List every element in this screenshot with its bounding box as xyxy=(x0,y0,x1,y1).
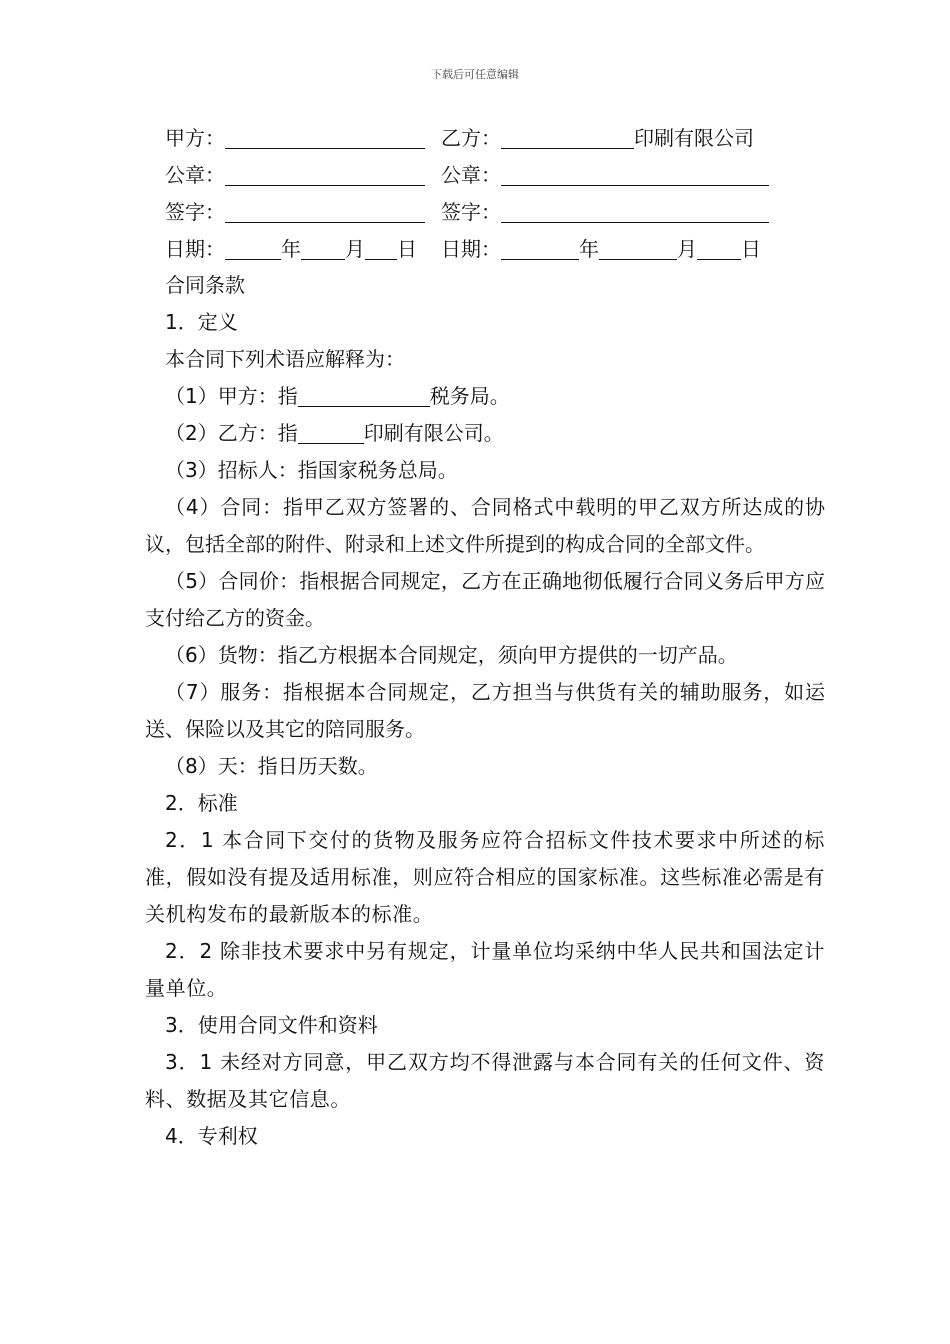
sign-b-cell xyxy=(441,192,769,229)
terms-heading: 合同条款 xyxy=(165,273,245,297)
watermark-text: 下载后可任意编辑 xyxy=(431,68,519,81)
section-3-title: 3．使用合同文件和资料 xyxy=(165,1013,378,1037)
definition-1-prefix: （1）甲方：指 xyxy=(165,384,298,408)
sign-a-blank[interactable] xyxy=(225,200,425,223)
definition-2-blank[interactable] xyxy=(298,421,364,444)
date-a-cell xyxy=(165,229,425,266)
seal-b-blank[interactable] xyxy=(501,163,769,186)
party-b-cell xyxy=(441,118,769,155)
signature-row-sign xyxy=(165,192,769,229)
date-b-label: 日期： xyxy=(441,237,501,261)
seal-a-blank[interactable] xyxy=(225,163,425,186)
definition-1-blank[interactable] xyxy=(298,384,430,407)
party-b-blank[interactable] xyxy=(501,126,634,149)
definition-2-suffix: 印刷有限公司。 xyxy=(363,421,504,445)
date-b-cell xyxy=(441,229,769,266)
signature-row-date xyxy=(165,229,769,266)
definition-1 xyxy=(145,378,825,415)
section-1-intro: 本合同下列术语应解释为： xyxy=(165,347,405,371)
contract-terms xyxy=(145,267,825,1155)
date-b-day-unit: 日 xyxy=(741,237,761,261)
date-b-day-blank[interactable] xyxy=(697,237,741,260)
section-2-title: 2．标准 xyxy=(165,791,238,815)
sign-a-label: 签字： xyxy=(165,200,225,224)
seal-b-cell xyxy=(441,155,769,192)
date-a-day-unit: 日 xyxy=(397,237,417,261)
clause-2-1: 2．1 本合同下交付的货物及服务应符合招标文件技术要求中所述的标准，假如没有提及适用标准，则应符合相应的国家标准。这些标准必需是有关机构发布的最新版本的标准。 xyxy=(145,828,825,926)
party-a-label: 甲方： xyxy=(165,126,225,150)
definition-2-prefix: （2）乙方：指 xyxy=(165,421,298,445)
definition-2 xyxy=(145,415,825,452)
date-b-year-blank[interactable] xyxy=(501,237,579,260)
seal-a-cell xyxy=(165,155,425,192)
party-a-cell xyxy=(165,118,425,155)
date-a-year-blank[interactable] xyxy=(225,237,281,260)
signature-block xyxy=(165,118,769,266)
signature-row-seal xyxy=(165,155,769,192)
definition-5: （5）合同价：指根据合同规定，乙方在正确地彻低履行合同义务后甲方应支付给乙方的资金。 xyxy=(145,569,825,630)
seal-a-label: 公章： xyxy=(165,163,225,187)
signature-row-party xyxy=(165,118,769,155)
date-b-month-blank[interactable] xyxy=(599,237,677,260)
party-b-label: 乙方： xyxy=(441,126,501,150)
section-1-title: 1．定义 xyxy=(165,310,238,334)
sign-b-label: 签字： xyxy=(441,200,501,224)
date-a-month-unit: 月 xyxy=(345,237,365,261)
definition-4: （4）合同：指甲乙双方签署的、合同格式中载明的甲乙双方所达成的协议，包括全部的附件、附录和上述文件所提到的构成合同的全部文件。 xyxy=(145,495,825,556)
date-a-year-unit: 年 xyxy=(281,237,301,261)
clause-3-1: 3．1 未经对方同意，甲乙双方均不得泄露与本合同有关的任何文件、资料、数据及其它信息。 xyxy=(145,1050,825,1111)
sign-b-blank[interactable] xyxy=(501,200,769,223)
definition-3: （3）招标人：指国家税务总局。 xyxy=(165,458,458,482)
date-a-month-blank[interactable] xyxy=(301,237,345,260)
date-b-year-unit: 年 xyxy=(579,237,599,261)
clause-2-2: 2．2 除非技术要求中另有规定，计量单位均采纳中华人民共和国法定计量单位。 xyxy=(145,939,825,1000)
definition-1-suffix: 税务局。 xyxy=(429,384,510,408)
section-4-title: 4．专利权 xyxy=(165,1124,258,1148)
date-b-month-unit: 月 xyxy=(677,237,697,261)
definition-6: （6）货物：指乙方根据本合同规定，须向甲方提供的一切产品。 xyxy=(165,643,738,667)
date-a-day-blank[interactable] xyxy=(365,237,397,260)
seal-b-label: 公章： xyxy=(441,163,501,187)
party-b-suffix: 印刷有限公司 xyxy=(634,126,754,150)
date-a-label: 日期： xyxy=(165,237,225,261)
sign-a-cell xyxy=(165,192,425,229)
party-a-blank[interactable] xyxy=(225,126,425,149)
definition-7: （7）服务：指根据本合同规定，乙方担当与供货有关的辅助服务，如运送、保险以及其它的陪同服务。 xyxy=(145,680,825,741)
definition-8: （8）天：指日历天数。 xyxy=(165,754,378,778)
